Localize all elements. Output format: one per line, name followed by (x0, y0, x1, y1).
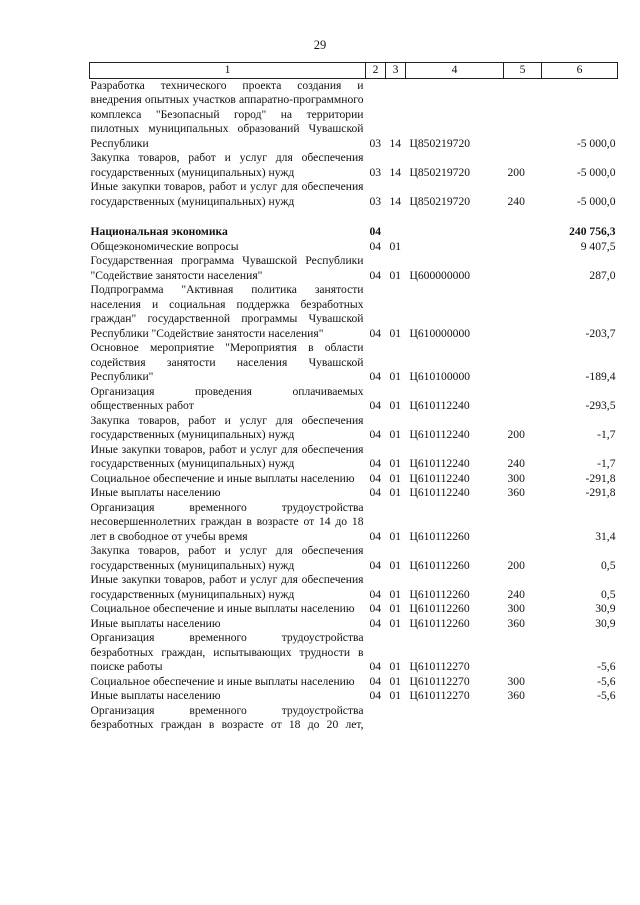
row-target-article: Ц850219720 (409, 194, 471, 208)
row-section: 04 (369, 486, 382, 499)
row-name: Государственная программа Чувашской Республики "Содействие занятости населения" (90, 254, 364, 282)
row-amount: 0,5 (601, 587, 616, 601)
row-expense-type: 240 (507, 457, 525, 470)
row-section: 04 (369, 326, 382, 340)
row-amount: 31,4 (595, 529, 616, 543)
row-amount: -1,7 (597, 457, 616, 470)
row-target-article (406, 704, 504, 733)
row-name: Социальное обеспечение и иные выплаты населению (90, 602, 355, 615)
table-row (90, 573, 618, 602)
spacer-cell (90, 209, 618, 225)
page-number: 29 (313, 38, 327, 52)
table-row (90, 283, 618, 341)
row-name: Иные выплаты населению (90, 486, 221, 499)
row-name: Закупка товаров, работ и услуг для обеспечения государственных (муниципальных) нужд (90, 544, 364, 572)
row-name: Национальная экономика (90, 225, 228, 238)
row-section: 04 (369, 529, 382, 543)
row-amount: -5,6 (597, 674, 616, 688)
table-row (90, 486, 618, 501)
row-section: 04 (369, 370, 382, 383)
row-target-article: Ц610112240 (409, 486, 470, 499)
row-amount: 287,0 (589, 268, 616, 282)
row-amount: 240 756,3 (569, 225, 616, 238)
row-name: Разработка технического проекта создания и внедрения опытных участков аппаратно-программного комплекса "Безопасный город" на территории пилотных муниципальных образований Чувашской Республики (90, 78, 364, 150)
row-subsection: 01 (389, 486, 402, 499)
header-cell: 6 (542, 63, 618, 79)
row-amount: -203,7 (585, 326, 616, 340)
row-target-article: Ц610112240 (409, 471, 470, 485)
table-row (90, 385, 618, 414)
row-section: 03 (369, 165, 382, 179)
row-name: Социальное обеспечение и иные выплаты населению (90, 471, 355, 485)
row-target-article: Ц610112260 (409, 529, 470, 543)
row-subsection: 01 (389, 370, 402, 383)
row-section: 04 (369, 689, 382, 702)
row-name: Иные выплаты населению (90, 689, 221, 702)
row-expense-type: 360 (507, 486, 525, 499)
row-name: Иные закупки товаров, работ и услуг для обеспечения государственных (муниципальных) нужд (90, 573, 364, 601)
row-subsection: 01 (389, 674, 402, 688)
row-amount: -293,5 (585, 399, 616, 412)
row-subsection: 01 (389, 529, 402, 543)
row-name: Организация временного трудоустройства безработных граждан в возрасте от 18 до 20 лет, (90, 703, 364, 731)
row-subsection: 01 (389, 660, 402, 673)
row-target-article: Ц610112270 (409, 674, 470, 688)
table-row (90, 631, 618, 675)
row-expense-type (504, 225, 542, 240)
row-target-article: Ц610112240 (409, 428, 470, 441)
row-subsection: 01 (389, 558, 402, 572)
row-target-article: Ц610112260 (409, 587, 470, 601)
row-amount: 30,9 (595, 602, 616, 615)
row-expense-type (504, 631, 542, 675)
row-amount: -291,8 (585, 486, 616, 499)
row-expense-type (504, 341, 542, 385)
row-name: Закупка товаров, работ и услуг для обеспечения государственных (муниципальных) нужд (90, 413, 364, 441)
row-section: 04 (369, 239, 382, 253)
row-target-article (406, 240, 504, 255)
row-target-article: Ц850219720 (409, 136, 471, 150)
row-target-article: Ц610112270 (409, 689, 470, 702)
row-expense-type (504, 385, 542, 414)
row-subsection: 14 (389, 194, 402, 208)
header-cell: 4 (406, 63, 504, 79)
row-subsection: 01 (389, 239, 402, 253)
row-target-article: Ц610112240 (409, 457, 470, 470)
row-subsection: 01 (389, 689, 402, 702)
row-expense-type: 300 (507, 471, 525, 485)
row-expense-type: 240 (507, 194, 525, 208)
row-subsection: 01 (389, 428, 402, 441)
row-target-article: Ц610112260 (409, 602, 470, 615)
row-amount: -5 000,0 (576, 165, 616, 179)
row-expense-type: 360 (507, 616, 525, 630)
row-expense-type (504, 704, 542, 733)
row-section: 04 (369, 428, 382, 441)
table-row (90, 225, 618, 240)
row-section: 03 (369, 194, 382, 208)
row-name: Организация проведения оплачиваемых общественных работ (90, 384, 364, 412)
row-target-article: Ц850219720 (409, 165, 471, 179)
row-name: Социальное обеспечение и иные выплаты населению (90, 674, 355, 688)
row-subsection: 01 (389, 268, 402, 282)
row-section: 04 (369, 457, 382, 470)
row-name: Основное мероприятие "Мероприятия в области содействия занятости населения Чувашской Республики" (90, 341, 364, 383)
header-cell: 3 (386, 63, 406, 79)
row-target-article: Ц610112270 (409, 660, 470, 673)
row-amount: -1,7 (597, 428, 616, 441)
row-expense-type (504, 283, 542, 341)
row-subsection: 01 (389, 602, 402, 615)
row-name: Иные выплаты населению (90, 616, 221, 630)
row-target-article (406, 225, 504, 240)
header-cell: 1 (90, 63, 366, 79)
row-section: 04 (369, 558, 382, 572)
row-amount: -291,8 (585, 471, 616, 485)
row-subsection: 01 (389, 471, 402, 485)
row-subsection (386, 704, 406, 733)
row-expense-type (504, 254, 542, 283)
row-target-article: Ц610112240 (409, 399, 470, 412)
row-section: 04 (369, 587, 382, 601)
row-name: Иные закупки товаров, работ и услуг для обеспечения государственных (муниципальных) нужд (90, 180, 364, 208)
row-section: 04 (369, 225, 382, 238)
row-amount (542, 704, 618, 733)
row-target-article: Ц610100000 (409, 370, 471, 383)
budget-table (89, 62, 618, 733)
row-expense-type (504, 78, 542, 151)
table-row (90, 78, 618, 151)
row-section (366, 704, 386, 733)
row-expense-type (504, 240, 542, 255)
row-subsection: 01 (389, 616, 402, 630)
table-row (90, 689, 618, 704)
row-amount: -5,6 (597, 660, 616, 673)
row-expense-type: 300 (507, 674, 525, 688)
row-name: Закупка товаров, работ и услуг для обеспечения государственных (муниципальных) нужд (90, 151, 364, 179)
row-name: Организация временного трудоустройства несовершеннолетних граждан в возрасте от 14 до 18 лет в свободное от учебы время (90, 500, 364, 543)
header-cell: 2 (366, 63, 386, 79)
table-row (90, 151, 618, 180)
table-row (90, 254, 618, 283)
table-row (90, 602, 618, 617)
spacer-row (90, 209, 618, 225)
row-target-article: Ц610000000 (409, 326, 471, 340)
row-expense-type: 360 (507, 689, 525, 702)
row-name: Иные закупки товаров, работ и услуг для обеспечения государственных (муниципальных) нужд (90, 442, 364, 470)
row-section: 04 (369, 602, 382, 615)
header-row (90, 63, 618, 79)
row-subsection: 14 (389, 136, 402, 150)
row-amount: 9 407,5 (580, 239, 616, 253)
table-row (90, 180, 618, 209)
row-section: 04 (369, 471, 382, 485)
row-expense-type: 200 (507, 428, 525, 441)
table-row (90, 675, 618, 690)
row-target-article: Ц610112260 (409, 616, 470, 630)
row-subsection: 01 (389, 587, 402, 601)
row-subsection: 01 (389, 457, 402, 470)
table-row (90, 341, 618, 385)
row-expense-type: 200 (507, 165, 525, 179)
row-expense-type (504, 501, 542, 545)
row-section: 04 (369, 268, 382, 282)
row-target-article: Ц600000000 (409, 268, 471, 282)
row-section: 04 (369, 660, 382, 673)
table-row (90, 414, 618, 443)
row-expense-type: 200 (507, 558, 525, 572)
row-section: 04 (369, 399, 382, 412)
table-body (90, 78, 618, 733)
row-name: Организация временного трудоустройства безработных граждан, испытывающих трудности в поиске работы (90, 631, 364, 673)
table-row (90, 240, 618, 255)
row-amount: 0,5 (601, 558, 616, 572)
row-target-article: Ц610112260 (409, 558, 470, 572)
row-section: 04 (369, 616, 382, 630)
row-name: Общеэкономические вопросы (90, 239, 239, 253)
row-amount: -5 000,0 (576, 194, 616, 208)
row-amount: -5,6 (597, 689, 616, 702)
row-subsection: 01 (389, 399, 402, 412)
row-amount: -189,4 (585, 370, 616, 383)
row-subsection (386, 225, 406, 240)
table-row (90, 501, 618, 545)
row-section: 04 (369, 674, 382, 688)
row-section: 03 (369, 136, 382, 150)
table-row (90, 704, 618, 733)
row-subsection: 14 (389, 165, 402, 179)
table-row (90, 617, 618, 632)
table-row (90, 443, 618, 472)
table-row (90, 544, 618, 573)
row-expense-type: 240 (507, 587, 525, 601)
row-name: Подпрограмма "Активная политика занятости населения и социальная поддержка безработных граждан" государственной программы Чувашской Республики "Содействие занятости населения" (90, 283, 364, 340)
row-amount: -5 000,0 (576, 136, 616, 150)
table-row (90, 472, 618, 487)
header-cell: 5 (504, 63, 542, 79)
row-amount: 30,9 (595, 616, 616, 630)
row-expense-type: 300 (507, 602, 525, 615)
row-subsection: 01 (389, 326, 402, 340)
